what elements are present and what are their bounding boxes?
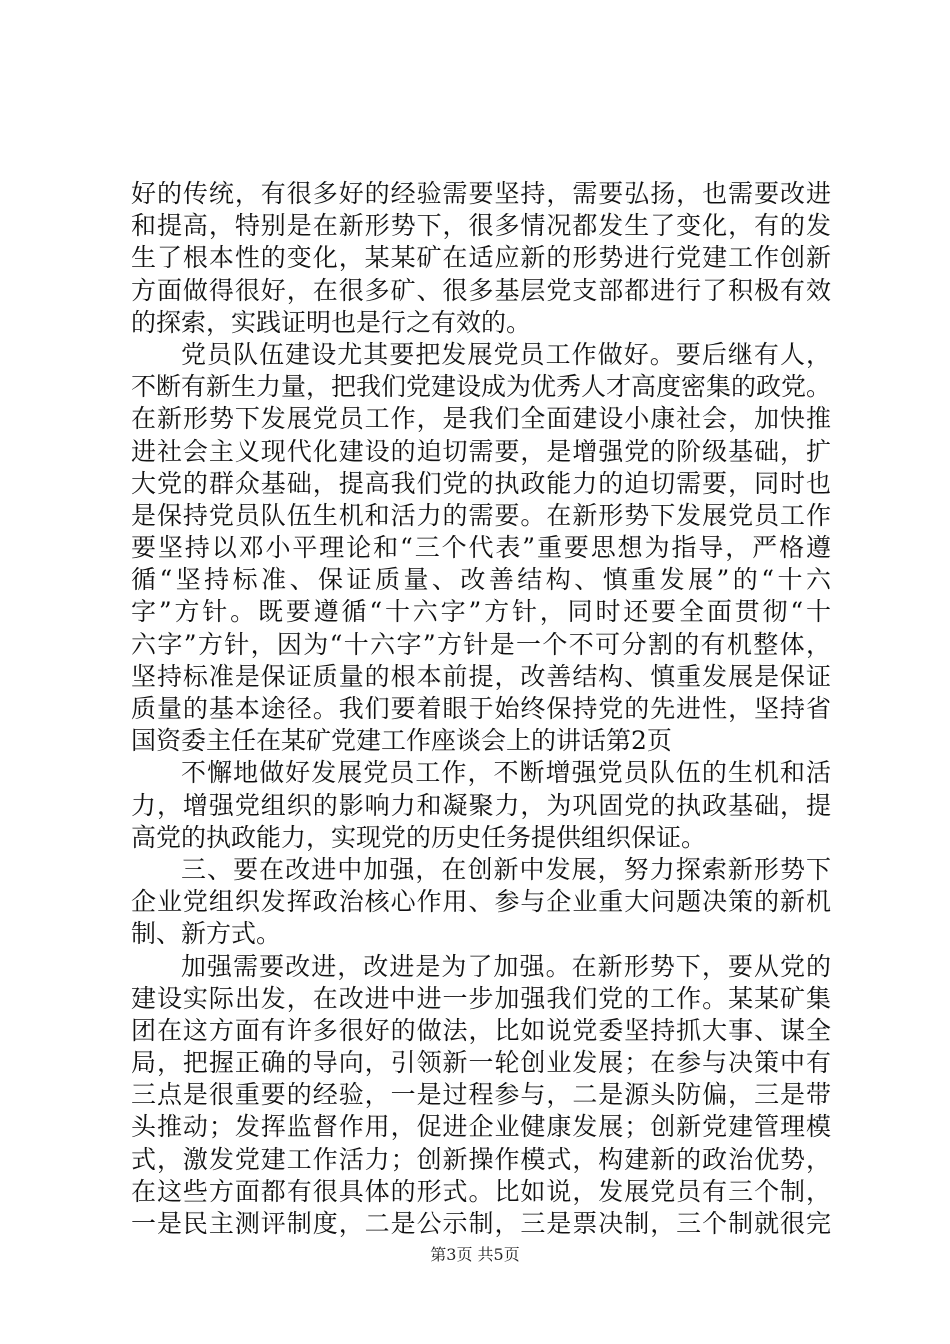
text-line: 要坚持以邓小平理论和“三个代表”重要思想为指导，严格遵 — [131, 533, 831, 563]
text-line: 头推动；发挥监督作用，促进企业健康发展；创新党建管理模 — [131, 1112, 831, 1142]
text-line: 大党的群众基础，提高我们党的执政能力的迫切需要，同时也 — [131, 468, 831, 498]
text-line: 好的传统，有很多好的经验需要坚持，需要弘扬，也需要改进 — [131, 179, 831, 208]
text-line: 不断有新生力量，把我们党建设成为优秀人才高度密集的政党。 — [131, 372, 832, 402]
text-line: 字”方针。既要遵循“十六字”方针，同时还要全面贯彻“十 — [131, 597, 831, 627]
text-line: 在新形势下发展党员工作，是我们全面建设小康社会，加快推 — [131, 404, 831, 434]
text-line: 团在这方面有许多很好的做法，比如说党委坚持抓大事、谋全 — [131, 1015, 831, 1045]
text-line: 进社会主义现代化建设的迫切需要，是增强党的阶级基础，扩 — [131, 436, 831, 466]
text-line: 一是民主测评制度，二是公示制，三是票决制，三个制就很完 — [131, 1209, 831, 1238]
paragraph-first-line: 不懈地做好发展党员工作，不断增强党员队伍的生机和活 — [181, 758, 831, 788]
text-line: 质量的基本途径。我们要着眼于始终保持党的先进性，坚持省 — [131, 694, 831, 723]
text-line: 式，激发党建工作活力；创新操作模式，构建新的政治优势， — [131, 1144, 831, 1174]
text-line: 企业党组织发挥政治核心作用、参与企业重大问题决策的新机 — [131, 887, 831, 917]
text-line: 生了根本性的变化，某某矿在适应新的形势进行党建工作创新 — [131, 243, 831, 273]
text-line: 力，增强党组织的影响力和凝聚力，为巩固党的执政基础，提 — [131, 790, 831, 820]
page-footer — [0, 1245, 950, 1265]
text-line: 建设实际出发，在改进中进一步加强我们党的工作。某某矿集 — [131, 983, 831, 1013]
text-line: 制、新方式。 — [131, 919, 282, 949]
text-line: 坚持标准是保证质量的根本前提，改善结构、慎重发展是保证 — [131, 661, 831, 691]
paragraph-first-line: 加强需要改进，改进是为了加强。在新形势下，要从党的 — [181, 951, 831, 981]
text-line: 的探索，实践证明也是行之有效的。 — [131, 307, 532, 337]
paragraph-first-line: 党员队伍建设尤其要把发展党员工作做好。要后继有人， — [181, 339, 831, 369]
body-text — [131, 178, 831, 1240]
page-indicator: 第3页 共5页 — [430, 1245, 520, 1264]
text-line: 循“坚持标准、保证质量、改善结构、慎重发展”的“十六 — [131, 565, 831, 595]
text-line: 高党的执政能力，实现党的历史任务提供组织保证。 — [131, 822, 707, 852]
text-line: 国资委主任在某矿党建工作座谈会上的讲话第2页 — [131, 726, 672, 756]
text-line: 六字”方针，因为“十六字”方针是一个不可分割的有机整体， — [131, 629, 831, 659]
text-line: 和提高，特别是在新形势下，很多情况都发生了变化，有的发 — [131, 211, 831, 241]
text-line: 是保持党员队伍生机和活力的需要。在新形势下发展党员工作 — [131, 500, 831, 530]
text-line: 方面做得很好，在很多矿、很多基层党支部都进行了积极有效 — [131, 275, 831, 305]
text-line: 三点是很重要的经验，一是过程参与，二是源头防偏，三是带 — [131, 1080, 831, 1110]
section-heading-line: 三、要在改进中加强，在创新中发展，努力探索新形势下 — [181, 854, 831, 884]
text-line: 局，把握正确的导向，引领新一轮创业发展；在参与决策中有 — [131, 1048, 831, 1078]
text-line: 在这些方面都有很具体的形式。比如说，发展党员有三个制， — [131, 1176, 831, 1206]
